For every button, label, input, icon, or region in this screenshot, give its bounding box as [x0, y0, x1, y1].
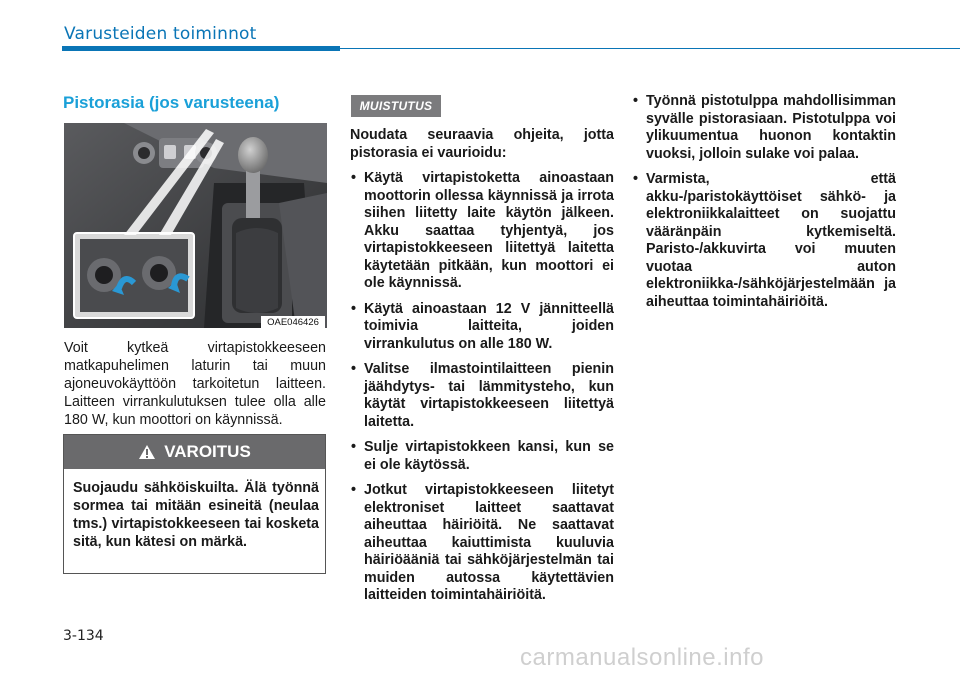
note-badge: MUISTUTUS — [351, 95, 441, 117]
watermark: carmanualsonline.info — [520, 644, 764, 671]
note-item: • Käytä virtapistoketta ainoastaan moottorin ollessa käynnissä ja irrota siihen liitetty laite käytön jälkeen. Akku saattaa tyhjentyä, jos virtapistokkeeseen liitettyä laitetta käytetään pitkään, kun moottori ei ole käynnissä. — [350, 170, 614, 293]
note-list-right — [632, 93, 896, 311]
note-item: • Käytä ainoastaan 12 V jännitteellä toimivia laitteita, joiden virrankulutus on alle 180 W. — [350, 301, 614, 354]
note-item: • Työnnä pistotulppa mahdollisimman syvälle pistorasiaan. Pistotulppa voi ylikuumentua huonon kontaktin vuoksi, jolloin sulake voi palaa. — [632, 93, 896, 163]
note-item: • Varmista, että akku-/paristokäyttöiset sähkö- ja elektroniikkalaitteet on suojattu vääränpäin kytkemiseltä. Paristo-/akkuvirta voi muuten vuotaa auton elektroniikka-/sähköjärjestelmään ja aiheuttaa toimintahäiriöitä. — [632, 171, 896, 311]
warning-header — [64, 435, 325, 469]
section-title: Varusteiden toiminnot — [64, 24, 257, 44]
note-list-left — [350, 170, 614, 605]
note-column-right — [632, 93, 896, 319]
header-rule-thick — [62, 46, 340, 51]
header-rule-thin — [340, 48, 960, 49]
warning-triangle-icon — [138, 444, 156, 460]
note-intro: Noudata seuraavia ohjeita, jotta pistorasia ei vaurioidu: — [350, 127, 614, 161]
warning-text: Suojaudu sähköiskuilta. Älä työnnä sormea tai mitään esineitä (neulaa tms.) virtapistokkeeseen tai kosketa sitä, kun kätesi on märkä. — [73, 480, 319, 550]
figure-label: OAE046426 — [267, 317, 319, 328]
page-heading: Pistorasia (jos varusteena) — [63, 93, 280, 112]
page-number: 3-134 — [63, 628, 104, 644]
intro-paragraph: Voit kytkeä virtapistokkeeseen matkapuhelimen laturin tai muun ajoneuvokäyttöön tarkoitetun laitteen. Laitteen virrankulutuksen tulee olla alle 180 W, kun moottori on käynnissä. — [64, 340, 326, 428]
warning-box — [63, 434, 326, 574]
note-item: • Jotkut virtapistokkeeseen liitetyt elektroniset laitteet saattavat aiheuttaa häiriöitä. Ne saattavat aiheuttaa kaiuttimista kuuluvia häiriöääniä tai sähköjärjestelmän tai muiden autossa käytettävien laitteiden toimintahäiriöitä. — [350, 482, 614, 605]
note-item: • Sulje virtapistokkeen kansi, kun se ei ole käytössä. — [350, 439, 614, 474]
power-outlet-figure — [64, 123, 327, 328]
figure-illustration — [64, 123, 327, 328]
note-item: • Valitse ilmastointilaitteen pienin jäähdytys- tai lämmitysteho, kun käytät virtapistokkeeseen liitettyä laitetta. — [350, 361, 614, 431]
warning-title: VAROITUS — [164, 442, 251, 461]
note-column-left — [350, 127, 614, 613]
